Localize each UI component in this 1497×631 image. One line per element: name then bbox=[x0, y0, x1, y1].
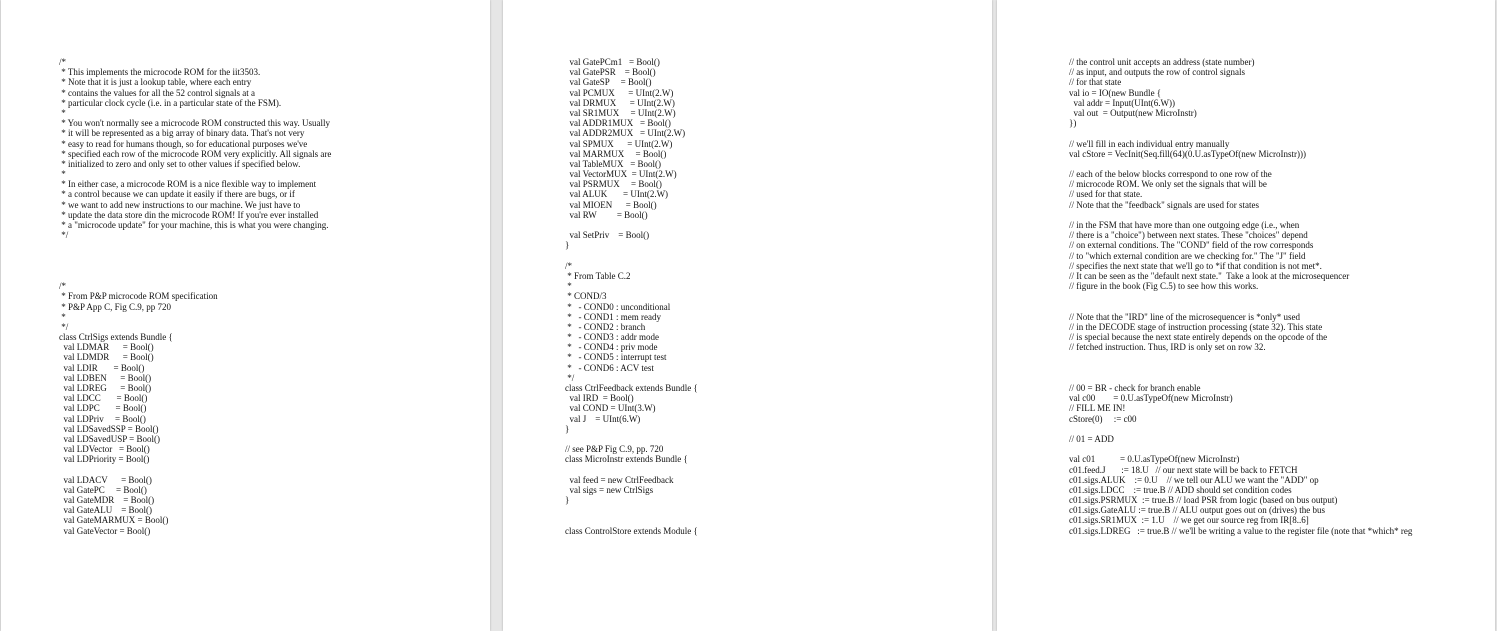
code-line: // used for that state. bbox=[1069, 189, 1143, 200]
code-line: val LDBEN = Bool() bbox=[59, 372, 152, 383]
code-line: class ControlStore extends Module { bbox=[565, 525, 698, 536]
document-page-1 bbox=[1, 0, 490, 631]
code-line: val IRD = Bool() bbox=[565, 393, 634, 404]
code-line: val ADDR1MUX = Bool() bbox=[565, 118, 671, 129]
code-line: val MIOEN = Bool() bbox=[565, 199, 657, 210]
code-line bbox=[59, 240, 331, 250]
code-line bbox=[565, 251, 698, 261]
code-line: * bbox=[59, 107, 66, 118]
code-line bbox=[565, 515, 698, 525]
code-line: // in the DECODE stage of instruction processing (state 32). This state bbox=[1069, 321, 1323, 332]
code-line: val LDCC = Bool() bbox=[59, 393, 148, 404]
code-line: // figure in the book (Fig C.5) to see how this works. bbox=[1069, 281, 1259, 292]
code-line: // to "which external condition are we checking for." The "J" field bbox=[1069, 250, 1306, 261]
code-line: val GateMDR = Bool() bbox=[59, 495, 155, 506]
code-line: // 01 = ADD bbox=[1069, 433, 1114, 444]
code-line: val COND = UInt(3.W) bbox=[565, 403, 656, 414]
code-line: // see P&P Fig C.9, pp. 720 bbox=[565, 444, 664, 455]
code-line: * particular clock cycle (i.e. in a particular state of the FSM). bbox=[59, 97, 282, 108]
code-line: * - COND0 : unconditional bbox=[565, 301, 671, 312]
code-line bbox=[59, 251, 331, 261]
code-line: c01.sigs.LDREG := true.B // we'll be writing a value to the register file (note that *which* reg bbox=[1069, 525, 1413, 536]
code-line: * - COND5 : interrupt test bbox=[565, 352, 667, 363]
code-line: // It can be seen as the "default next state." Take a look at the microsequencer bbox=[1069, 270, 1350, 281]
code-line: val LDPriv = Bool() bbox=[59, 413, 146, 424]
code-line bbox=[59, 271, 331, 281]
page-1-text bbox=[59, 57, 331, 536]
code-line bbox=[565, 505, 698, 515]
code-line: * In either case, a microcode ROM is a nice flexible way to implement bbox=[59, 179, 317, 190]
code-line: val LDSavedSSP = Bool() bbox=[59, 423, 159, 434]
code-line: * specified each row of the microcode ROM very explicitly. All signals are bbox=[59, 148, 332, 159]
code-line: * P&P App C, Fig C.9, pp 720 bbox=[59, 301, 171, 312]
code-line: * - COND4 : priv mode bbox=[565, 342, 658, 353]
code-line: /* bbox=[565, 260, 573, 271]
code-line bbox=[1069, 291, 1412, 301]
code-line: } bbox=[565, 423, 570, 434]
code-line: // on external conditions. The "COND" field of the row corresponds bbox=[1069, 240, 1314, 251]
code-line bbox=[1069, 424, 1412, 434]
code-line: // FILL ME IN! bbox=[1069, 403, 1126, 414]
code-line: val LDPriority = Bool() bbox=[59, 454, 150, 465]
code-line: * a "microcode update" for your machine, this is what you were changing. bbox=[59, 220, 329, 230]
code-line: * contains the values for all the 52 control signals at a bbox=[59, 87, 255, 98]
code-line: * a control because we can update it easily if there are bugs, or if bbox=[59, 189, 295, 200]
code-line: val GatePC = Bool() bbox=[59, 484, 147, 495]
code-line: * easy to read for humans though, so for educational purposes we've bbox=[59, 138, 308, 149]
code-line: * initialized to zero and only set to other values if specified below. bbox=[59, 158, 301, 169]
code-line: * bbox=[59, 169, 66, 180]
code-line bbox=[565, 465, 698, 475]
code-line: * it will be represented as a big array of binary data. That's not very bbox=[59, 128, 305, 139]
code-line: val LDIR = Bool() bbox=[59, 362, 145, 373]
code-line: val GateSP = Bool() bbox=[565, 77, 652, 88]
code-line: val PSRMUX = Bool() bbox=[565, 179, 662, 190]
code-line: val feed = new CtrlFeedback bbox=[565, 474, 674, 485]
code-line: // fetched instruction. Thus, IRD is only set on row 32. bbox=[1069, 342, 1266, 353]
code-line bbox=[1069, 128, 1412, 138]
code-line: val LDMDR = Bool() bbox=[59, 352, 154, 363]
code-line: // the control unit accepts an address (state number) bbox=[1069, 57, 1255, 67]
code-line: * - COND2 : branch bbox=[565, 321, 646, 332]
code-line: val DRMUX = UInt(2.W) bbox=[565, 97, 675, 108]
code-line: c01.sigs.PSRMUX := true.B // load PSR from logic (based on bus output) bbox=[1069, 495, 1338, 506]
code-line: cStore(0) := c00 bbox=[1069, 413, 1137, 424]
document-page-3 bbox=[997, 0, 1495, 631]
code-line: * we want to add new instructions to our machine. We just have to bbox=[59, 199, 301, 210]
code-line: val addr = Input(UInt(6.W)) bbox=[1069, 97, 1176, 108]
code-line: * update the data store din the microcode ROM! If you're ever installed bbox=[59, 209, 319, 220]
code-line: val GatePCm1 = Bool() bbox=[565, 57, 660, 67]
code-line bbox=[565, 220, 698, 230]
code-line: * This implements the microcode ROM for the iit3503. bbox=[59, 67, 261, 78]
page-3-text bbox=[1069, 57, 1412, 536]
code-line: val ADDR2MUX = UInt(2.W) bbox=[565, 128, 686, 139]
code-line: val sigs = new CtrlSigs bbox=[565, 484, 654, 495]
code-line: * From Table C.2 bbox=[565, 270, 631, 281]
code-line: val LDSavedUSP = Bool() bbox=[59, 433, 160, 444]
code-line: c01.sigs.ALUK := 0.U // we tell our ALU we want the "ADD" op bbox=[1069, 474, 1319, 485]
code-line: }) bbox=[1069, 118, 1077, 129]
code-line: val J = UInt(6.W) bbox=[565, 413, 641, 424]
code-line: val SPMUX = UInt(2.W) bbox=[565, 138, 673, 149]
code-line: // each of the below blocks correspond to one row of the bbox=[1069, 169, 1272, 180]
code-line: * bbox=[59, 311, 66, 322]
code-line: val GateALU = Bool() bbox=[59, 505, 153, 516]
code-line: val LDMAR = Bool() bbox=[59, 342, 154, 353]
code-line: c01.sigs.LDCC := true.B // ADD should set condition codes bbox=[1069, 484, 1292, 495]
code-line: c01.sigs.GateALU := true.B // ALU output goes out on (drives) the bus bbox=[1069, 505, 1326, 516]
code-line: val VectorMUX = UInt(2.W) bbox=[565, 169, 677, 180]
code-line bbox=[59, 261, 331, 271]
code-line: val out = Output(new MicroInstr) bbox=[1069, 107, 1197, 118]
code-line: /* bbox=[59, 281, 67, 292]
code-line: // microcode ROM. We only set the signals that will be bbox=[1069, 179, 1267, 190]
code-line: val PCMUX = UInt(2.W) bbox=[565, 87, 674, 98]
code-line: val LDPC = Bool() bbox=[59, 403, 147, 414]
code-line: * - COND6 : ACV test bbox=[565, 362, 654, 373]
code-line: // for that state bbox=[1069, 77, 1122, 88]
code-line: // in the FSM that have more than one outgoing edge (i.e., when bbox=[1069, 220, 1300, 230]
page-2-text bbox=[565, 57, 698, 536]
code-line: c01.feed.J := 18.U // our next state will be back to FETCH bbox=[1069, 464, 1298, 475]
code-line bbox=[565, 434, 698, 444]
code-line: * From P&P microcode ROM specification bbox=[59, 291, 218, 302]
code-line: // as input, and outputs the row of control signals bbox=[1069, 67, 1245, 78]
code-line bbox=[1069, 302, 1412, 312]
code-line: class CtrlSigs extends Bundle { bbox=[59, 332, 173, 343]
code-line: // Note that the "IRD" line of the microsequencer is *only* used bbox=[1069, 311, 1301, 322]
code-line: /* bbox=[59, 57, 67, 67]
code-line: val ALUK = UInt(2.W) bbox=[565, 189, 669, 200]
code-line: val SetPriv = Bool() bbox=[565, 230, 650, 241]
code-line: * You won't normally see a microcode ROM constructed this way. Usually bbox=[59, 118, 330, 129]
code-line: val LDVector = Bool() bbox=[59, 444, 150, 455]
code-line: val GateMARMUX = Bool() bbox=[59, 515, 169, 526]
code-line: val c01 = 0.U.asTypeOf(new MicroInstr) bbox=[1069, 454, 1240, 465]
code-line: val SR1MUX = UInt(2.W) bbox=[565, 107, 676, 118]
code-line: val LDACV = Bool() bbox=[59, 474, 152, 485]
code-line: } bbox=[565, 495, 570, 506]
code-line: */ bbox=[59, 230, 69, 241]
code-line: class CtrlFeedback extends Bundle { bbox=[565, 383, 698, 393]
code-line bbox=[1069, 444, 1412, 454]
code-line: val cStore = VecInit(Seq.fill(64)(0.U.asTypeOf(new MicroInstr))) bbox=[1069, 148, 1306, 159]
document-page-2 bbox=[503, 0, 992, 631]
code-line: */ bbox=[565, 372, 575, 383]
code-line: // specifies the next state that we'll go to *if that condition is not met*. bbox=[1069, 260, 1322, 271]
code-line bbox=[1069, 159, 1412, 169]
code-line: * - COND3 : addr mode bbox=[565, 332, 659, 343]
code-line: * - COND1 : mem ready bbox=[565, 311, 661, 322]
code-line bbox=[1069, 352, 1412, 362]
code-line: val GateVector = Bool() bbox=[59, 525, 151, 536]
code-line: // Note that the "feedback" signals are used for states bbox=[1069, 199, 1260, 210]
code-line: // we'll fill in each individual entry manually bbox=[1069, 138, 1230, 149]
code-line: val c00 = 0.U.asTypeOf(new MicroInstr) bbox=[1069, 393, 1233, 404]
code-line: // 00 = BR - check for branch enable bbox=[1069, 383, 1201, 393]
code-line bbox=[59, 465, 331, 475]
code-line: val LDREG = Bool() bbox=[59, 383, 152, 393]
code-line: // there is a "choice") between next states. These "choices" depend bbox=[1069, 230, 1308, 241]
code-line: * bbox=[565, 281, 572, 292]
code-line bbox=[1069, 373, 1412, 383]
code-line: } bbox=[565, 240, 570, 251]
code-line: val RW = Bool() bbox=[565, 209, 648, 220]
code-line: // is special because the next state entirely depends on the opcode of the bbox=[1069, 332, 1328, 343]
code-line: val io = IO(new Bundle { bbox=[1069, 87, 1162, 98]
code-line: class MicroInstr extends Bundle { bbox=[565, 454, 688, 465]
code-line bbox=[1069, 210, 1412, 220]
code-line: * Note that it is just a lookup table, where each entry bbox=[59, 77, 252, 88]
code-line: val TableMUX = Bool() bbox=[565, 158, 662, 169]
code-line: * COND/3 bbox=[565, 291, 607, 302]
code-line bbox=[1069, 363, 1412, 373]
code-line: val GatePSR = Bool() bbox=[565, 67, 656, 78]
code-line: c01.sigs.SR1MUX := 1.U // we get our source reg from IR[8..6] bbox=[1069, 515, 1309, 526]
code-line: */ bbox=[59, 321, 69, 332]
code-line: val MARMUX = Bool() bbox=[565, 148, 667, 159]
